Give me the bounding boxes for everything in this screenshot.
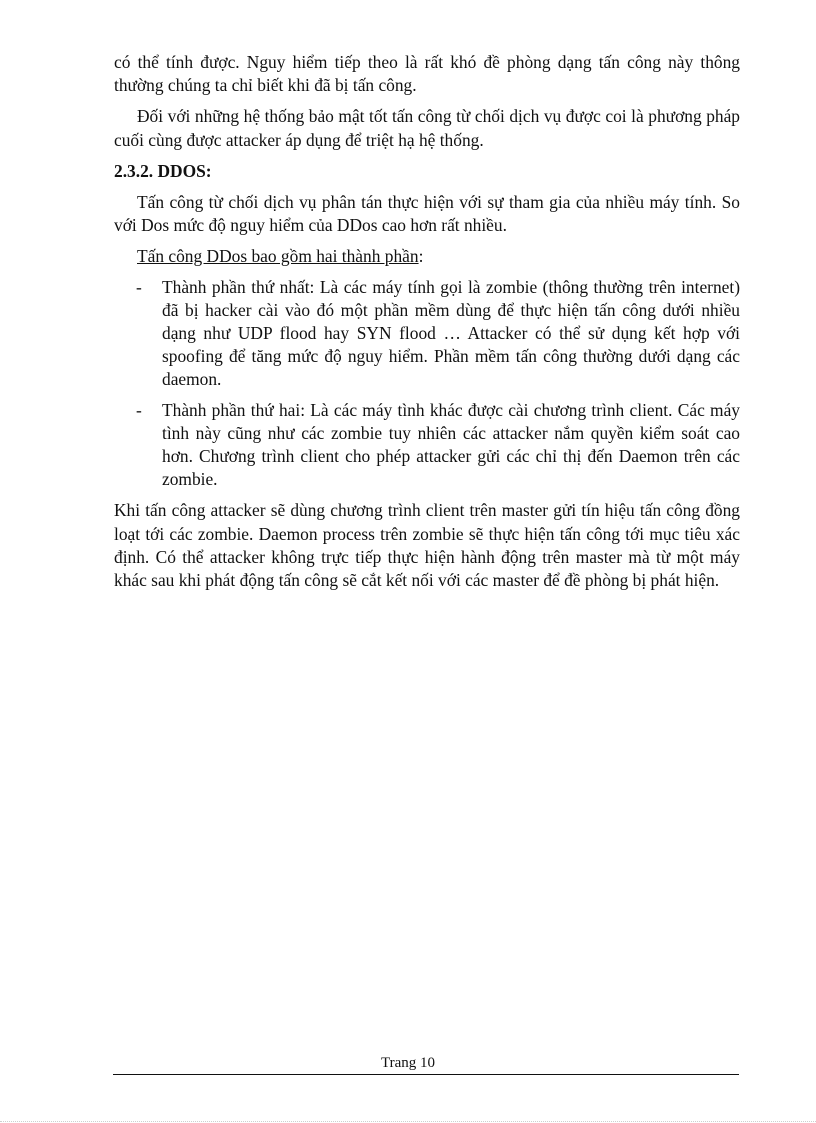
paragraph-ddos-intro: Tấn công từ chối dịch vụ phân tán thực hiện với sự tham gia của nhiều máy tính. So với Dos mức độ nguy hiểm của DDos cao hơn rất nhiều. <box>114 192 740 236</box>
list-item <box>114 276 740 392</box>
bullet-dash: - <box>136 399 142 420</box>
paragraph-attack-process: Khi tấn công attacker sẽ dùng chương trình client trên master gửi tín hiệu tấn công đồng loạt tới các zombie. Daemon process trên zombie sẽ thực hiện tấn công tới mục tiêu xác định. Có thể attacker không trực tiếp thực hiện hành động trên master mà từ một máy khác sau khi phát động tấn công sẽ cắt kết nối với các master để đề phòng bị phát hiện. <box>114 500 740 591</box>
page-content <box>114 51 740 600</box>
bullet-dash: - <box>136 276 142 297</box>
components-label: Tấn công DDos bao gồm hai thành phần <box>137 246 419 267</box>
list-item-text: Thành phần thứ hai: Là các máy tình khác được cài chương trình client. Các máy tình này cũng như các zombie tuy nhiên các attacker nắm quyền kiểm soát cao hơn. Chương trình client cho phép attacker gửi các chỉ thị đến Daemon trên các zombie. <box>162 399 740 490</box>
footer-divider <box>113 1074 739 1075</box>
components-colon: : <box>418 246 424 267</box>
paragraph-continued: có thể tính được. Nguy hiểm tiếp theo là rất khó đề phòng dạng tấn công này thông thường chúng ta chỉ biết khi đã bị tấn công. <box>114 52 740 96</box>
page-edge-divider <box>0 1121 816 1122</box>
components-list <box>114 276 740 492</box>
list-item <box>114 399 740 492</box>
page-number: Trang 10 <box>380 1055 436 1071</box>
components-intro <box>114 245 740 268</box>
list-item-text: Thành phần thứ nhất: Là các máy tính gọi là zombie (thông thường trên internet) đã bị hacker cài vào đó một phần mềm dùng để thực hiện tấn công dưới nhiều dạng như UDP flood hay SYN flood … Attacker có thể sử dụng kết hợp với spoofing để tăng mức độ nguy hiểm. Phần mềm tấn công thường dưới dạng các daemon. <box>162 276 740 390</box>
section-heading: 2.3.2. DDOS: <box>114 160 212 181</box>
paragraph-dos-last-resort: Đối với những hệ thống bảo mật tốt tấn công từ chối dịch vụ được coi là phương pháp cuối cùng được attacker áp dụng để triệt hạ hệ thống. <box>114 106 740 150</box>
